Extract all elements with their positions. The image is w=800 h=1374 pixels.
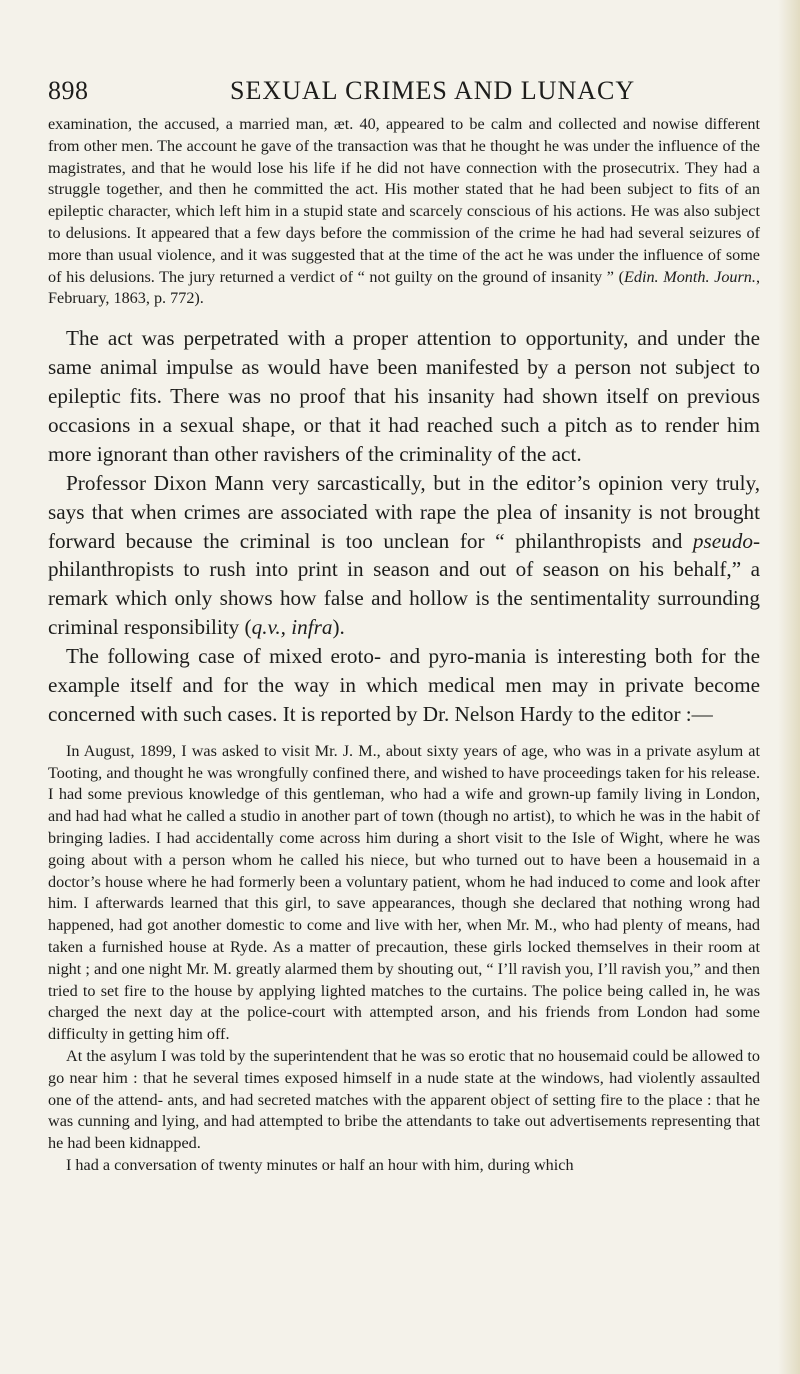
citation-details: , February, 1863, p. 772). [48,267,760,308]
page-header [48,76,758,110]
paragraph-case-report [48,114,760,310]
running-head: SEXUAL CRIMES AND LUNACY [230,76,636,105]
paragraph-text: In August, 1899, I was asked to visit Mr. J. M., about sixty years of age, who was in a private asylum at Tooting, and thought he was wrongfully confined there, and wished to have proceedings taken for his release. I had some previous knowledge of this gentleman, who had a wife and grown-up family living in London, and had had what he called a studio in another part of town (though no artist), to which he was in the habit of bringing ladies. I had accidentally come across him during a short visit to the Isle of Wight, where he was going about with a person whom he called his niece, but who turned out to have been a housemaid in a doctor’s house where he had formerly been a voluntary patient, whom he had induced to come and look after him. I afterwards learned that this girl, to save appearances, though she declared that nothing wrong had happened, had got another domestic to come and live with her, when Mr. M., who had plenty of means, had taken a furnished house at Ryde. As a matter of precaution, these girls locked themselves in their room at night ; and one night Mr. M. greatly alarmed them by shouting out, “ I’ll ravish you, I’ll ravish you,” and then tried to set fire to the house by applying lighted matches to the curtains. The police being called in, he was charged the next day at the police-court with attempted arson, and his friends from London had some difficulty in getting him off. [48,741,760,1044]
italic-term: pseudo [692,528,753,553]
paragraph-text: Professor Dixon Mann very sarcastically, but in the editor’s opinion very truly, says that when crimes are associated with rape the plea of insanity is not brought forward because the criminal is too unclean for “ philanthropists and [48,470,760,553]
paragraph-text: ). [332,615,345,640]
citation-journal: Edin. Month. Journ. [623,267,756,286]
paragraph-text: examination, the accused, a married man, æt. 40, appeared to be calm and collected and nowise different from other men. The account he gave of the transaction was that he thought he was under the influence of the magistrates, and that he would lose his life if he did not have connection with the prosecutrix. They had a struggle together, and then he committed the act. His mother stated that he had been subject to fits of an epileptic character, which left him in a stupid state and scarcely conscious of his actions. He was also subject to delusions. It appeared that a few days before the commission of the crime he had had several seizures of more than usual violence, and it was suggested that at the time of the act he was under the influence of some of his delusions. The jury returned a verdict of “ not guilty on the ground of insanity ” ( [48,115,760,286]
cross-reference: q.v., infra [251,615,333,640]
paragraph-introduction [48,642,760,729]
paragraph-dixon-mann [48,469,760,642]
paragraph-text: I had a conversation of twenty minutes or half an hour with him, during which [66,1156,574,1174]
paragraph-text: At the asylum I was told by the superintendent that he was so erotic that no housemaid could be allowed to go near him : that he several times exposed himself in a nude state at the windows, had violently assaulted one of the attend- ants, and had secreted matches with the apparent object of setting fire to the place : that he was cunning and lying, and had attempted to bribe the attendants to take out advertisements representing that he had been kidnapped. [48,1047,760,1153]
paragraph-text: The act was perpetrated with a proper attention to opportunity, and under the same animal impulse as would have been manifested by a person not subject to epileptic fits. There was no proof that his insanity had shown itself on previous occasions in a sexual shape, or that it had reached such a pitch as to render him more ignorant than other ravishers of the criminality of the act. [48,326,760,466]
paragraph-text: The following case of mixed eroto- and pyro-mania is interesting both for the example itself and for the way in which medical men may in private become concerned with such cases. It is reported by Dr. Nelson Hardy to the editor :— [48,644,760,726]
paragraph-commentary [48,324,760,469]
paragraph-hardy-report-1 [48,741,760,1046]
page-body [48,114,760,1177]
paragraph-text: -philanthropists to rush into print in season and out of season on his behalf,” a remark which only shows how false and hollow is the sentimentality surrounding criminal responsibility ( [48,528,760,640]
paragraph-hardy-report-2 [48,1046,760,1155]
page-number: 898 [48,76,89,105]
page-edge-shading [778,0,800,1374]
paragraph-hardy-report-3 [48,1155,760,1177]
